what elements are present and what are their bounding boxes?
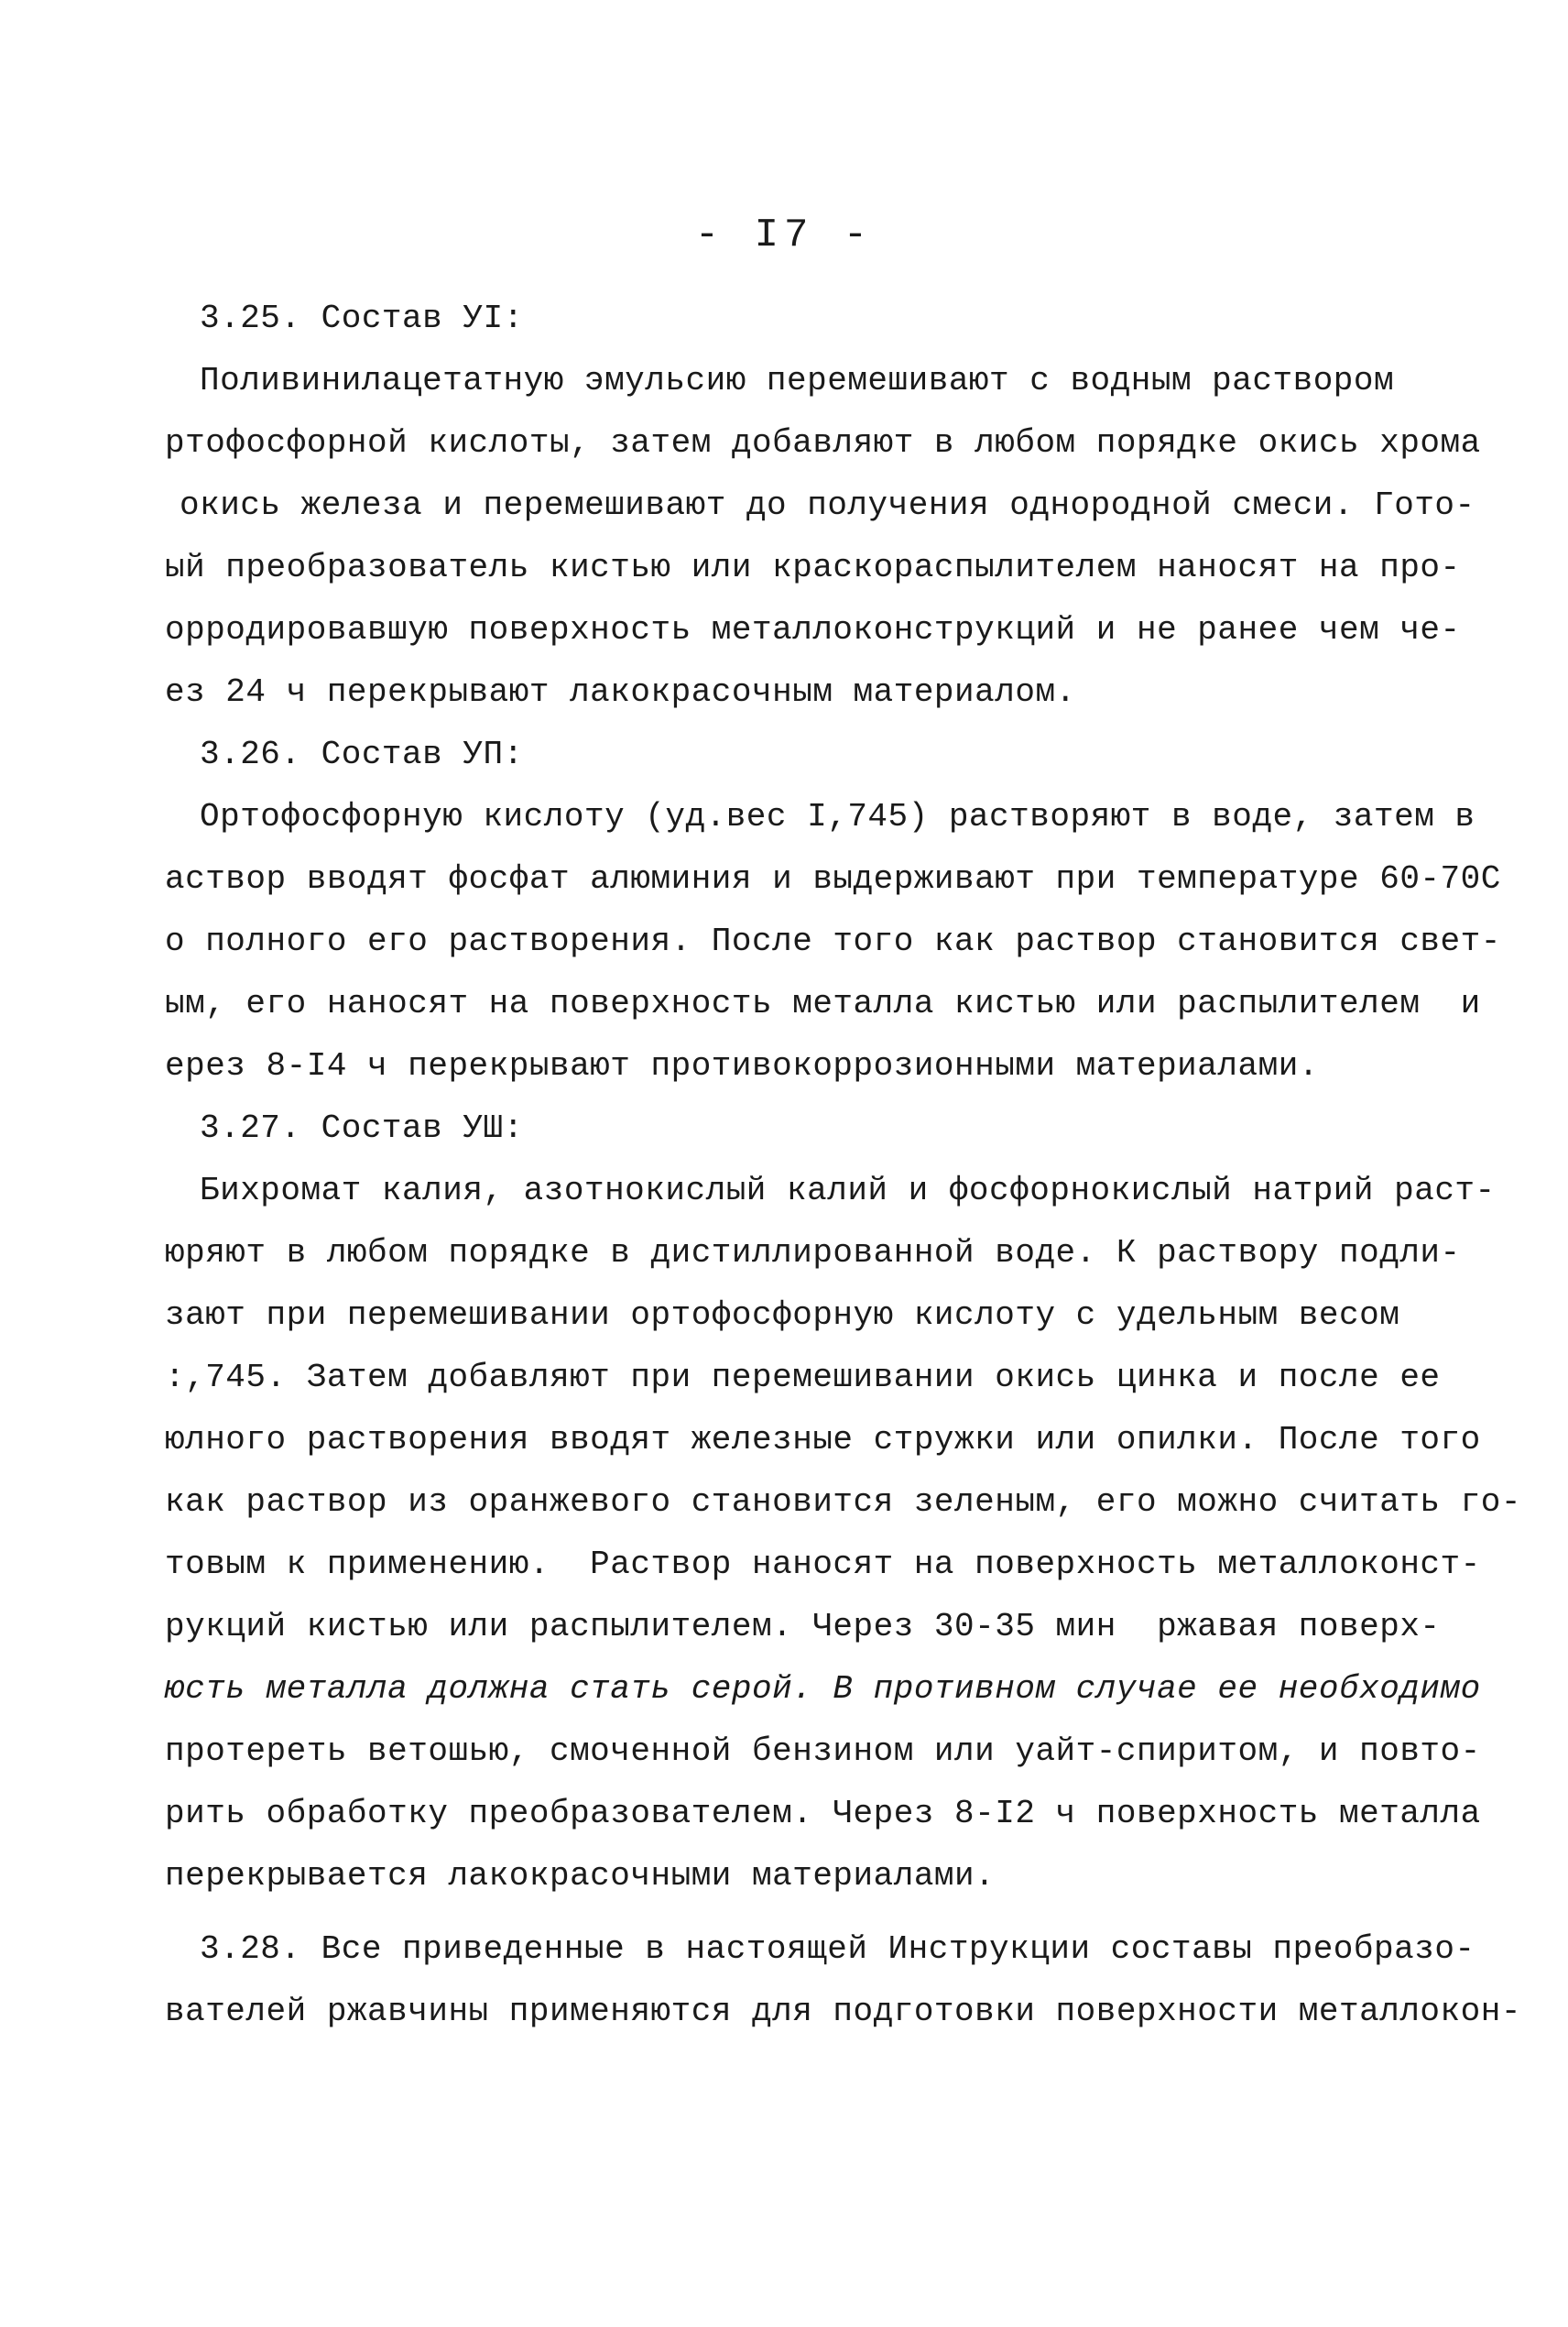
section-heading-3-26: 3.26. Состав УП: (200, 736, 524, 773)
text-line: Поливинилацетатную эмульсию перемешивают с водным раствором (200, 362, 1395, 399)
text-line: юсть металла должна стать серой. В противном случае ее необходимо (165, 1670, 1481, 1708)
text-line: вателей ржавчины применяются для подготовки поверхности металлокон- (165, 1993, 1521, 2030)
text-line: Бихромат калия, азотнокислый калий и фосфорнокислый натрий раст- (200, 1172, 1496, 1209)
text-line: товым к применению. Раствор наносят на поверхность металлоконст- (165, 1546, 1481, 1583)
section-paragraph-3-28: 3.28. Все приведенные в настоящей Инструкции составы преобразо- (200, 1930, 1475, 1968)
text-line: :,745. Затем добавляют при перемешивании окись цинка и после ее (165, 1359, 1441, 1396)
text-line: протереть ветошью, смоченной бензином или уайт-спиритом, и повто- (165, 1732, 1481, 1770)
text-line: зают при перемешивании ортофосфорную кислоту с удельным весом (165, 1296, 1400, 1334)
text-line: рукций кистью или распылителем. Через 30-35 мин ржавая поверх- (165, 1608, 1441, 1645)
text-line: окись железа и перемешивают до получения однородной смеси. Гото- (180, 486, 1475, 524)
text-line: орродировавшую поверхность металлоконструкций и не ранее чем че- (165, 611, 1461, 649)
text-line: ым, его наносят на поверхность металла кистью или распылителем и (165, 985, 1481, 1022)
text-line: аствор вводят фосфат алюминия и выдерживают при температуре 60-70С (165, 860, 1501, 898)
text-line: ый преобразователь кистью или краскораспылителем наносят на про- (165, 549, 1461, 586)
text-line: ерез 8-I4 ч перекрывают противокоррозионными материалами. (165, 1047, 1319, 1085)
text-line: как раствор из оранжевого становится зеленым, его можно считать го- (165, 1483, 1521, 1521)
text-line: ртофосфорной кислоты, затем добавляют в любом порядке окись хрома (165, 424, 1481, 462)
text-line: юлного растворения вводят железные стружки или опилки. После того (165, 1421, 1481, 1458)
text-line: Ортофосфорную кислоту (уд.вес I,745) растворяют в воде, затем в (200, 798, 1475, 836)
section-heading-3-27: 3.27. Состав УШ: (200, 1109, 524, 1147)
section-heading-3-25: 3.25. Состав УI: (200, 300, 524, 337)
text-line: юряют в любом порядке в дистиллированной воде. К раствору подли- (165, 1234, 1461, 1272)
text-line: о полного его растворения. После того как раствор становится свет- (165, 923, 1501, 960)
text-line: перекрывается лакокрасочными материалами. (165, 1857, 996, 1895)
text-line: рить обработку преобразователем. Через 8-I2 ч поверхность металла (165, 1795, 1481, 1832)
text-line: ез 24 ч перекрывают лакокрасочным материалом. (165, 673, 1076, 711)
page-number: - I7 - (694, 213, 874, 258)
